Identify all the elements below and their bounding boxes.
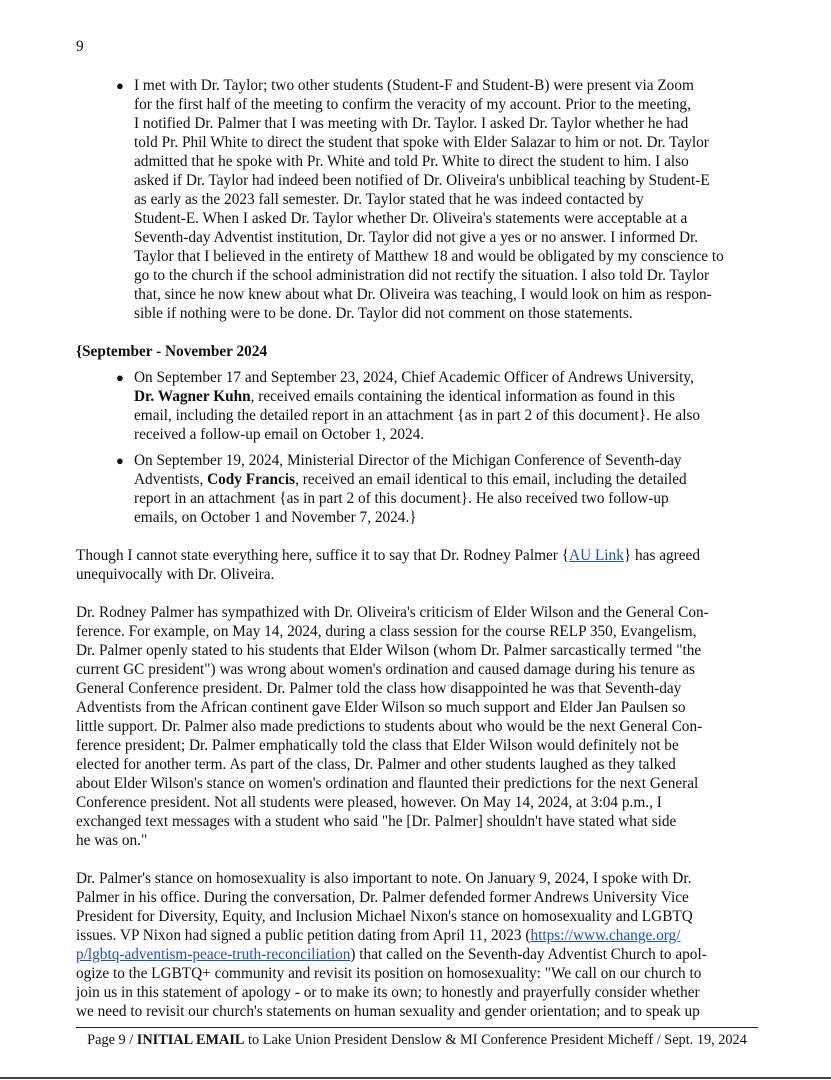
footer-email-label: INITIAL EMAIL — [136, 1032, 245, 1048]
page-number: 9 — [76, 38, 84, 55]
text-line: as early as the 2023 fall semester. Dr. Taylor stated that he was indeed contacted by — [134, 191, 644, 208]
text-line: General Conference president. Dr. Palmer told the class how disappointed he was that Seventh-day — [76, 680, 682, 697]
text-line: Taylor that I believed in the entirety of Matthew 18 and would be obligated by my conscience to — [134, 248, 724, 265]
document-body — [76, 76, 758, 1021]
text-line: about Elder Wilson's stance on women's ordination and flaunted their predictions for the next General — [76, 775, 699, 792]
text-line: exchanged text messages with a student who said "he [Dr. Palmer] shouldn't have stated what side — [76, 813, 677, 830]
petition-link-continued[interactable]: p/lgbtq-adventism-peace-truth-reconciliation — [76, 946, 351, 963]
text-line: ference president; Dr. Palmer emphatically told the class that Elder Wilson would definitely not be — [76, 737, 679, 754]
text-line: that, since he now knew about what Dr. Oliveira was teaching, I would look on him as respon- — [134, 286, 712, 303]
text-line: admitted that he spoke with Pr. White and told Pr. White to direct the student to him. I also — [134, 153, 689, 170]
person-name: Dr. Wagner Kuhn — [134, 388, 251, 405]
bullet-taylor-meeting — [76, 76, 758, 323]
text-line: I notified Dr. Palmer that I was meeting with Dr. Taylor. I asked Dr. Taylor whether he had — [134, 115, 689, 132]
text-line: p/lgbtq-adventism-peace-truth-reconciliation) that called on the Seventh-day Adventist Church to apol- — [76, 946, 707, 963]
text-line: Though I cannot state everything here, suffice it to say that Dr. Rodney Palmer {AU Link} has agreed — [76, 547, 701, 564]
petition-link[interactable]: https://www.change.org/ — [530, 927, 681, 944]
text-line: I met with Dr. Taylor; two other students (Student-F and Student-B) were present via Zoom — [134, 77, 694, 94]
page-bottom-border — [0, 1077, 831, 1079]
bullet-kuhn-email — [76, 368, 758, 444]
text-line: Dr. Palmer's stance on homosexuality is also important to note. On January 9, 2024, I spoke with Dr. — [76, 870, 692, 887]
text-line: Student-E. When I asked Dr. Taylor whether Dr. Oliveira's statements were acceptable at a — [134, 210, 688, 227]
text-line: email, including the detailed report in an attachment {as in part 2 of this document}. He also — [134, 407, 701, 424]
page-footer: Page 9 / INITIAL EMAIL to Lake Union President Denslow & MI Conference President Micheff / Sept. 19, 2024 — [87, 1032, 747, 1048]
text-line: received a follow-up email on October 1, 2024. — [134, 426, 425, 443]
bullet-dot-icon: ● — [116, 78, 124, 93]
text-line: unequivocally with Dr. Oliveira. — [76, 566, 275, 583]
text-line: Adventists, Cody Francis, received an email identical to this email, including the detailed — [134, 471, 687, 488]
section-heading: {September - November 2024 — [76, 343, 268, 360]
text-line: Conference president. Not all students were pleased, however. On May 14, 2024, at 3:04 p.m., I — [76, 794, 662, 811]
text-line: asked if Dr. Taylor had indeed been notified of Dr. Oliveira's unbiblical teaching by Student-E — [134, 172, 710, 189]
text-line: On September 19, 2024, Ministerial Director of the Michigan Conference of Seventh-day — [134, 452, 682, 469]
text-line: for the first half of the meeting to confirm the veracity of my account. Prior to the meeting, — [134, 96, 691, 113]
text-line: On September 17 and September 23, 2024, Chief Academic Officer of Andrews University, — [134, 369, 694, 386]
au-link[interactable]: AU Link — [569, 547, 624, 564]
text-line: Dr. Palmer openly stated to his students that Elder Wilson (whom Dr. Palmer sarcastically termed "the — [76, 642, 702, 659]
text-line: told Pr. Phil White to direct the student that spoke with Elder Salazar to him or not. Dr. Taylor — [134, 134, 709, 151]
paragraph-general-conference — [76, 603, 758, 850]
text-line: Seventh-day Adventist institution, Dr. Taylor did not give a yes or no answer. I informed Dr. — [134, 229, 699, 246]
text-line: we need to revisit our church's statements on human sexuality and gender orientation; and to speak up — [76, 1003, 700, 1020]
text-line: report in an attachment {as in part 2 of this document}. He also received two follow-up — [134, 490, 669, 507]
bullet-text — [134, 451, 758, 527]
bullet-dot-icon: ● — [116, 370, 124, 385]
text-line: Palmer in his office. During the conversation, Dr. Palmer defended former Andrews University Vice — [76, 889, 689, 906]
text-line: issues. VP Nixon had signed a public petition dating from April 11, 2023 (https://www.change.org/ — [76, 927, 681, 944]
bullet-text — [134, 76, 758, 323]
person-name: Cody Francis — [207, 471, 296, 488]
text-line: sible if nothing were to be done. Dr. Taylor did not comment on those statements. — [134, 305, 633, 322]
bullet-francis-email — [76, 451, 758, 527]
text-line: go to the church if the school administration did not rectify the situation. I also told Dr. Taylor — [134, 267, 710, 284]
paragraph-palmer-agreement — [76, 546, 758, 584]
text-line: little support. Dr. Palmer also made predictions to students about who would be the next General Con- — [76, 718, 703, 735]
text-line: President for Diversity, Equity, and Inclusion Michael Nixon's stance on homosexuality and LGBTQ — [76, 908, 693, 925]
bullet-text — [134, 368, 758, 444]
text-line: emails, on October 1 and November 7, 2024.} — [134, 509, 417, 526]
text-line: join us in this statement of apology - or to make its own; to honestly and prayerfully consider whether — [76, 984, 700, 1001]
text-line: Dr. Rodney Palmer has sympathized with Dr. Oliveira's criticism of Elder Wilson and the General Con- — [76, 604, 709, 621]
text-line: elected for another term. As part of the class, Dr. Palmer and other students laughed as they talked — [76, 756, 676, 773]
bullet-dot-icon: ● — [116, 453, 124, 468]
text-line: he was on." — [76, 832, 148, 849]
text-line: ference. For example, on May 14, 2024, during a class session for the course RELP 350, Evangelism, — [76, 623, 697, 640]
text-line: current GC president") was wrong about women's ordination and caused damage during his tenure as — [76, 661, 696, 678]
text-line: Dr. Wagner Kuhn, received emails containing the identical information as found in this — [134, 388, 675, 405]
paragraph-homosexuality-stance — [76, 869, 758, 1021]
text-line: Adventists from the African continent gave Elder Wilson so much support and Elder Jan Paulsen so — [76, 699, 686, 716]
text-line: ogize to the LGBTQ+ community and revisit its position on homosexuality: "We call on our church to — [76, 965, 702, 982]
footer-divider — [76, 1027, 758, 1028]
